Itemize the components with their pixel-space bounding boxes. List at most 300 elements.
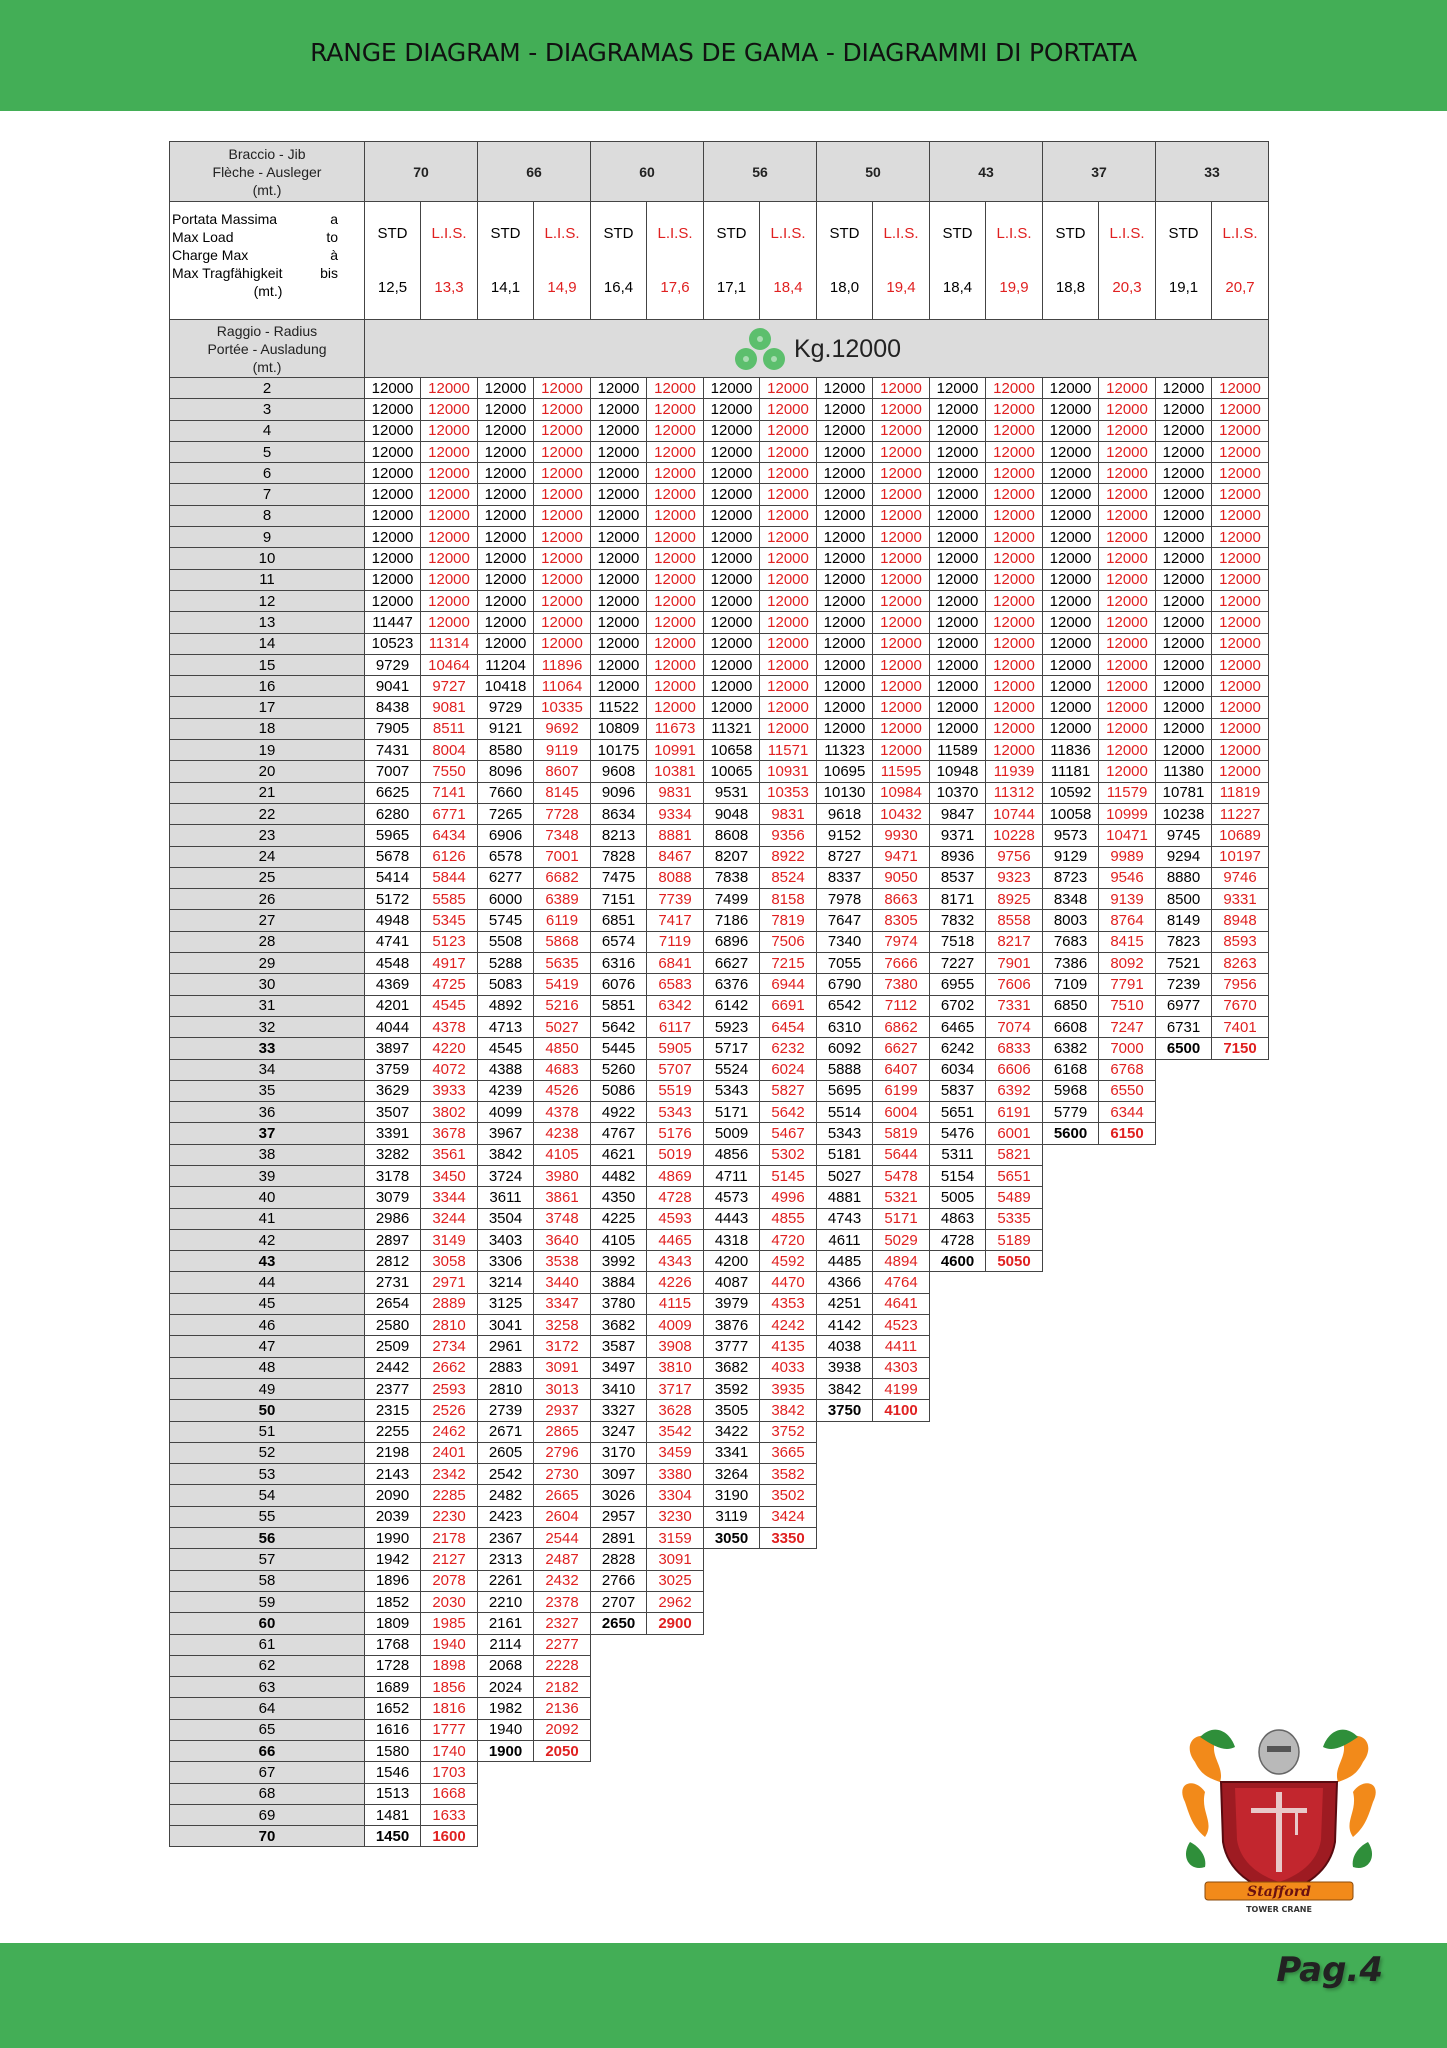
load-cell: 2178 [421, 1528, 478, 1549]
load-cell: 4526 [534, 1080, 591, 1101]
load-cell: 12000 [1043, 399, 1099, 420]
load-cell: 6542 [817, 995, 873, 1016]
lis-max-reach-cell [986, 202, 1043, 320]
table-row [170, 1783, 1269, 1804]
load-cell: 3504 [478, 1208, 534, 1229]
radius-label: 51 [170, 1421, 365, 1442]
load-cell: 8415 [1099, 931, 1156, 952]
std-max-reach-cell [365, 202, 421, 320]
radius-label: 44 [170, 1272, 365, 1293]
std-max-reach-cell [930, 202, 986, 320]
max-capacity-cell [365, 320, 1269, 378]
load-cell: 3230 [647, 1506, 704, 1527]
load-cell: 3752 [760, 1421, 817, 1442]
load-cell: 4593 [647, 1208, 704, 1229]
stafford-logo [1175, 1722, 1383, 1914]
load-cell: 2277 [534, 1634, 591, 1655]
load-cell: 2971 [421, 1272, 478, 1293]
load-cell: 8593 [1212, 931, 1269, 952]
load-cell: 2739 [478, 1400, 534, 1421]
load-cell: 4353 [760, 1293, 817, 1314]
load-cell: 5467 [760, 1123, 817, 1144]
load-cell: 3678 [421, 1123, 478, 1144]
load-cell: 12000 [873, 654, 930, 675]
max-reach-value: 16,4 [603, 278, 634, 296]
load-cell: 5519 [647, 1080, 704, 1101]
radius-label: 68 [170, 1783, 365, 1804]
load-cell: 8764 [1099, 910, 1156, 931]
load-cell: 5181 [817, 1144, 873, 1165]
load-cell: 12000 [817, 633, 873, 654]
load-cell: 5819 [873, 1123, 930, 1144]
load-cell: 6608 [1043, 1016, 1099, 1037]
load-cell: 9294 [1156, 846, 1212, 867]
load-cell: 12000 [930, 420, 986, 441]
load-cell: 3682 [591, 1315, 647, 1336]
radius-label: 70 [170, 1826, 365, 1847]
load-cell: 12000 [478, 420, 534, 441]
load-cell: 5345 [421, 910, 478, 931]
load-cell: 1513 [365, 1783, 421, 1804]
load-cell: 12000 [1099, 740, 1156, 761]
max-load-row [170, 202, 1269, 320]
load-cell: 5888 [817, 1059, 873, 1080]
load-cell: 6191 [986, 1102, 1043, 1123]
load-cell: 12000 [1043, 590, 1099, 611]
radius-label: 29 [170, 953, 365, 974]
load-cell: 12000 [647, 697, 704, 718]
load-cell: 2090 [365, 1485, 421, 1506]
load-cell: 6702 [930, 995, 986, 1016]
load-cell: 3724 [478, 1165, 534, 1186]
load-cell: 3561 [421, 1144, 478, 1165]
load-cell: 8663 [873, 889, 930, 910]
load-cell: 8092 [1099, 953, 1156, 974]
load-cell: 2078 [421, 1570, 478, 1591]
load-cell: 8723 [1043, 867, 1099, 888]
load-cell: 12000 [760, 420, 817, 441]
max-reach-value: 19,1 [1168, 278, 1199, 296]
load-cell: 12000 [1212, 718, 1269, 739]
load-cell: 4199 [873, 1378, 930, 1399]
load-cell: 8936 [930, 846, 986, 867]
load-cell: 12000 [1156, 590, 1212, 611]
load-cell: 9081 [421, 697, 478, 718]
load-cell: 7550 [421, 761, 478, 782]
table-row [170, 633, 1269, 654]
load-cell: 3967 [478, 1123, 534, 1144]
load-cell: 5083 [478, 974, 534, 995]
radius-label: 45 [170, 1293, 365, 1314]
load-cell: 6841 [647, 953, 704, 974]
load-cell: 6126 [421, 846, 478, 867]
load-cell: 8305 [873, 910, 930, 931]
load-cell: 12000 [817, 420, 873, 441]
load-cell: 5779 [1043, 1102, 1099, 1123]
load-cell: 11939 [986, 761, 1043, 782]
load-cell: 3159 [647, 1528, 704, 1549]
load-cell: 2143 [365, 1464, 421, 1485]
load-cell: 1450 [365, 1826, 421, 1847]
load-cell: 2810 [478, 1378, 534, 1399]
load-cell: 12000 [1043, 548, 1099, 569]
load-cell: 12000 [365, 378, 421, 399]
load-cell: 1990 [365, 1528, 421, 1549]
load-cell: 12000 [421, 590, 478, 611]
load-cell: 12000 [1099, 761, 1156, 782]
load-cell: 5027 [817, 1165, 873, 1186]
load-cell: 12000 [421, 548, 478, 569]
load-cell: 5851 [591, 995, 647, 1016]
load-cell: 6606 [986, 1059, 1043, 1080]
radius-label: 21 [170, 782, 365, 803]
table-row [170, 548, 1269, 569]
load-cell: 12000 [591, 569, 647, 590]
load-cell: 12000 [591, 441, 647, 462]
load-cell: 7186 [704, 910, 760, 931]
load-cell: 12000 [1156, 548, 1212, 569]
table-row [170, 654, 1269, 675]
load-cell: 8096 [478, 761, 534, 782]
load-cell: 6500 [1156, 1038, 1212, 1059]
table-row [170, 1591, 1269, 1612]
load-cell: 2342 [421, 1464, 478, 1485]
std-max-reach-cell [591, 202, 647, 320]
load-cell: 12000 [1212, 505, 1269, 526]
load-cell: 12000 [760, 527, 817, 548]
load-cell: 12000 [478, 441, 534, 462]
load-cell: 10065 [704, 761, 760, 782]
load-cell: 7000 [1099, 1038, 1156, 1059]
load-cell: 4641 [873, 1293, 930, 1314]
load-cell: 5965 [365, 825, 421, 846]
load-cell: 12000 [1099, 399, 1156, 420]
std-label: STD [490, 224, 521, 242]
load-cell: 2542 [478, 1464, 534, 1485]
load-cell: 10370 [930, 782, 986, 803]
load-cell: 12000 [986, 569, 1043, 590]
load-cell: 4720 [760, 1229, 817, 1250]
load-cell: 12000 [873, 569, 930, 590]
load-cell: 12000 [986, 441, 1043, 462]
load-cell: 4242 [760, 1315, 817, 1336]
table-row [170, 825, 1269, 846]
radius-label: 37 [170, 1123, 365, 1144]
load-cell: 3025 [647, 1570, 704, 1591]
load-cell: 9356 [760, 825, 817, 846]
load-cell: 12000 [534, 399, 591, 420]
load-cell: 12000 [365, 399, 421, 420]
radius-label: 22 [170, 803, 365, 824]
load-cell: 2210 [478, 1591, 534, 1612]
load-cell: 12000 [817, 697, 873, 718]
load-cell: 2796 [534, 1442, 591, 1463]
load-cell: 7074 [986, 1016, 1043, 1037]
load-cell: 2766 [591, 1570, 647, 1591]
load-cell: 6001 [986, 1123, 1043, 1144]
load-cell: 12000 [1156, 740, 1212, 761]
lis-max-reach-cell [1212, 202, 1269, 320]
load-cell: 12000 [986, 676, 1043, 697]
load-cell: 9041 [365, 676, 421, 697]
load-cell: 12000 [704, 378, 760, 399]
load-cell: 2050 [534, 1741, 591, 1762]
load-cell: 12000 [1156, 697, 1212, 718]
load-cell: 1546 [365, 1762, 421, 1783]
load-cell: 7417 [647, 910, 704, 931]
load-cell: 7331 [986, 995, 1043, 1016]
load-cell: 5827 [760, 1080, 817, 1101]
load-cell: 9139 [1099, 889, 1156, 910]
load-cell: 6392 [986, 1080, 1043, 1101]
load-cell: 12000 [986, 399, 1043, 420]
lis-label: L.I.S. [770, 224, 806, 242]
table-row [170, 1570, 1269, 1591]
std-label: STD [603, 224, 634, 242]
load-cell: 3178 [365, 1165, 421, 1186]
max-reach-value: 17,6 [660, 278, 690, 296]
load-cell: 11579 [1099, 782, 1156, 803]
radius-header-line: Raggio - Radius [216, 322, 318, 339]
load-cell: 12000 [647, 484, 704, 505]
jib-header-66: 66 [478, 142, 591, 202]
load-cell: 4592 [760, 1251, 817, 1272]
load-cell: 2665 [534, 1485, 591, 1506]
load-cell: 12000 [873, 399, 930, 420]
load-cell: 1616 [365, 1719, 421, 1740]
load-cell: 4728 [930, 1229, 986, 1250]
table-row [170, 740, 1269, 761]
load-cell: 12000 [478, 378, 534, 399]
jib-header-label [170, 142, 365, 202]
load-cell: 1768 [365, 1634, 421, 1655]
load-cell: 12000 [1212, 484, 1269, 505]
load-cell: 3842 [817, 1378, 873, 1399]
load-cell: 7499 [704, 889, 760, 910]
max-reach-value: 18,0 [829, 278, 860, 296]
max-load-label-line [172, 210, 364, 228]
load-cell: 3777 [704, 1336, 760, 1357]
load-cell: 6896 [704, 931, 760, 952]
load-cell: 3507 [365, 1102, 421, 1123]
load-cell: 12000 [591, 548, 647, 569]
load-cell: 7905 [365, 718, 421, 739]
load-cell: 12000 [478, 399, 534, 420]
load-cell: 4996 [760, 1187, 817, 1208]
load-cell: 12000 [817, 505, 873, 526]
load-cell: 5288 [478, 953, 534, 974]
table-row [170, 505, 1269, 526]
load-cell: 1856 [421, 1677, 478, 1698]
load-cell: 12000 [760, 697, 817, 718]
load-cell: 6550 [1099, 1080, 1156, 1101]
load-cell: 5171 [873, 1208, 930, 1229]
load-cell: 4856 [704, 1144, 760, 1165]
load-cell: 9048 [704, 803, 760, 824]
load-cell: 12000 [1156, 378, 1212, 399]
load-cell: 3542 [647, 1421, 704, 1442]
load-cell: 2127 [421, 1549, 478, 1570]
load-cell: 12000 [930, 633, 986, 654]
load-cell: 1580 [365, 1741, 421, 1762]
load-cell: 12000 [1156, 463, 1212, 484]
load-cell: 6850 [1043, 995, 1099, 1016]
load-cell: 12000 [365, 590, 421, 611]
load-cell: 12000 [1212, 761, 1269, 782]
load-cell: 6851 [591, 910, 647, 931]
table-row [170, 910, 1269, 931]
load-cell: 12000 [1156, 612, 1212, 633]
load-cell: 5651 [986, 1165, 1043, 1186]
load-cell: 12000 [704, 590, 760, 611]
load-cell: 4922 [591, 1102, 647, 1123]
load-cell: 12000 [930, 654, 986, 675]
load-cell: 9608 [591, 761, 647, 782]
load-cell: 4226 [647, 1272, 704, 1293]
load-cell: 12000 [365, 548, 421, 569]
load-cell: 10353 [760, 782, 817, 803]
load-cell: 10984 [873, 782, 930, 803]
load-cell: 4251 [817, 1293, 873, 1314]
load-cell: 3327 [591, 1400, 647, 1421]
load-cell: 12000 [873, 378, 930, 399]
load-cell: 5844 [421, 867, 478, 888]
load-cell: 3842 [478, 1144, 534, 1165]
load-cell: 12000 [421, 527, 478, 548]
load-cell: 12000 [1099, 463, 1156, 484]
max-reach-value: 12,5 [377, 278, 408, 296]
load-cell: 5923 [704, 1016, 760, 1037]
load-cell: 5050 [986, 1251, 1043, 1272]
table-row [170, 420, 1269, 441]
load-cell: 12000 [1099, 378, 1156, 399]
load-cell: 3097 [591, 1464, 647, 1485]
table-row [170, 1698, 1269, 1719]
load-cell: 8511 [421, 718, 478, 739]
max-load-label-prep: to [326, 229, 338, 245]
load-cell: 5837 [930, 1080, 986, 1101]
radius-label: 63 [170, 1677, 365, 1698]
load-cell: 12000 [1156, 484, 1212, 505]
load-cell: 2828 [591, 1549, 647, 1570]
load-cell: 2812 [365, 1251, 421, 1272]
load-cell: 12000 [478, 590, 534, 611]
load-cell: 12000 [873, 548, 930, 569]
load-cell: 2891 [591, 1528, 647, 1549]
load-cell: 12000 [873, 527, 930, 548]
load-cell: 7666 [873, 953, 930, 974]
jib-header-line: Flèche - Ausleger [212, 163, 322, 180]
table-row [170, 1464, 1269, 1485]
table-row [170, 931, 1269, 952]
load-cell: 12000 [534, 590, 591, 611]
load-cell: 3538 [534, 1251, 591, 1272]
table-row [170, 1528, 1269, 1549]
load-cell: 12000 [704, 420, 760, 441]
table-row [170, 1187, 1269, 1208]
load-cell: 1668 [421, 1783, 478, 1804]
max-reach-value: 18,4 [942, 278, 973, 296]
load-cell: 3748 [534, 1208, 591, 1229]
load-cell: 3079 [365, 1187, 421, 1208]
table-row [170, 1272, 1269, 1293]
radius-label: 58 [170, 1570, 365, 1591]
load-cell: 12000 [1043, 463, 1099, 484]
load-cell: 12000 [986, 612, 1043, 633]
radius-label: 25 [170, 867, 365, 888]
load-cell: 7348 [534, 825, 591, 846]
load-cell: 10130 [817, 782, 873, 803]
table-row [170, 953, 1269, 974]
load-cell: 12000 [421, 399, 478, 420]
load-cell: 2285 [421, 1485, 478, 1506]
jib-header-row [170, 142, 1269, 202]
radius-label: 32 [170, 1016, 365, 1037]
load-cell: 3459 [647, 1442, 704, 1463]
load-cell: 12000 [1099, 676, 1156, 697]
load-cell: 2731 [365, 1272, 421, 1293]
load-cell: 4548 [365, 953, 421, 974]
load-cell: 4573 [704, 1187, 760, 1208]
load-cell: 7431 [365, 740, 421, 761]
std-max-reach-cell [704, 202, 760, 320]
load-cell: 12000 [986, 654, 1043, 675]
load-cell: 8607 [534, 761, 591, 782]
load-cell: 12000 [1043, 718, 1099, 739]
load-cell: 4135 [760, 1336, 817, 1357]
load-cell: 11323 [817, 740, 873, 761]
std-label: STD [377, 224, 408, 242]
load-cell: 12000 [873, 484, 930, 505]
load-cell: 3861 [534, 1187, 591, 1208]
load-cell: 12000 [873, 505, 930, 526]
load-cell: 3810 [647, 1357, 704, 1378]
load-cell: 12000 [534, 420, 591, 441]
table-row [170, 1016, 1269, 1037]
radius-label: 11 [170, 569, 365, 590]
load-cell: 3440 [534, 1272, 591, 1293]
load-cell: 12000 [930, 590, 986, 611]
radius-label: 12 [170, 590, 365, 611]
load-cell: 1652 [365, 1698, 421, 1719]
radius-label: 2 [170, 378, 365, 399]
load-cell: 6150 [1099, 1123, 1156, 1144]
load-cell: 4350 [591, 1187, 647, 1208]
load-cell: 3306 [478, 1251, 534, 1272]
load-cell: 7227 [930, 953, 986, 974]
load-cell: 12000 [1212, 740, 1269, 761]
load-cell: 6344 [1099, 1102, 1156, 1123]
load-cell: 12000 [1043, 569, 1099, 590]
table-row [170, 399, 1269, 420]
load-cell: 12000 [421, 612, 478, 633]
load-cell: 8922 [760, 846, 817, 867]
load-cell: 7791 [1099, 974, 1156, 995]
load-cell: 10523 [365, 633, 421, 654]
load-cell: 12000 [421, 378, 478, 399]
load-cell: 3050 [704, 1528, 760, 1549]
radius-header-line: (mt.) [252, 358, 282, 375]
load-cell: 6004 [873, 1102, 930, 1123]
load-cell: 7475 [591, 867, 647, 888]
load-cell: 9121 [478, 718, 534, 739]
load-cell: 2255 [365, 1421, 421, 1442]
load-cell: 9096 [591, 782, 647, 803]
load-cell: 8537 [930, 867, 986, 888]
load-cell: 4482 [591, 1165, 647, 1186]
radius-label: 16 [170, 676, 365, 697]
load-cell: 12000 [760, 548, 817, 569]
